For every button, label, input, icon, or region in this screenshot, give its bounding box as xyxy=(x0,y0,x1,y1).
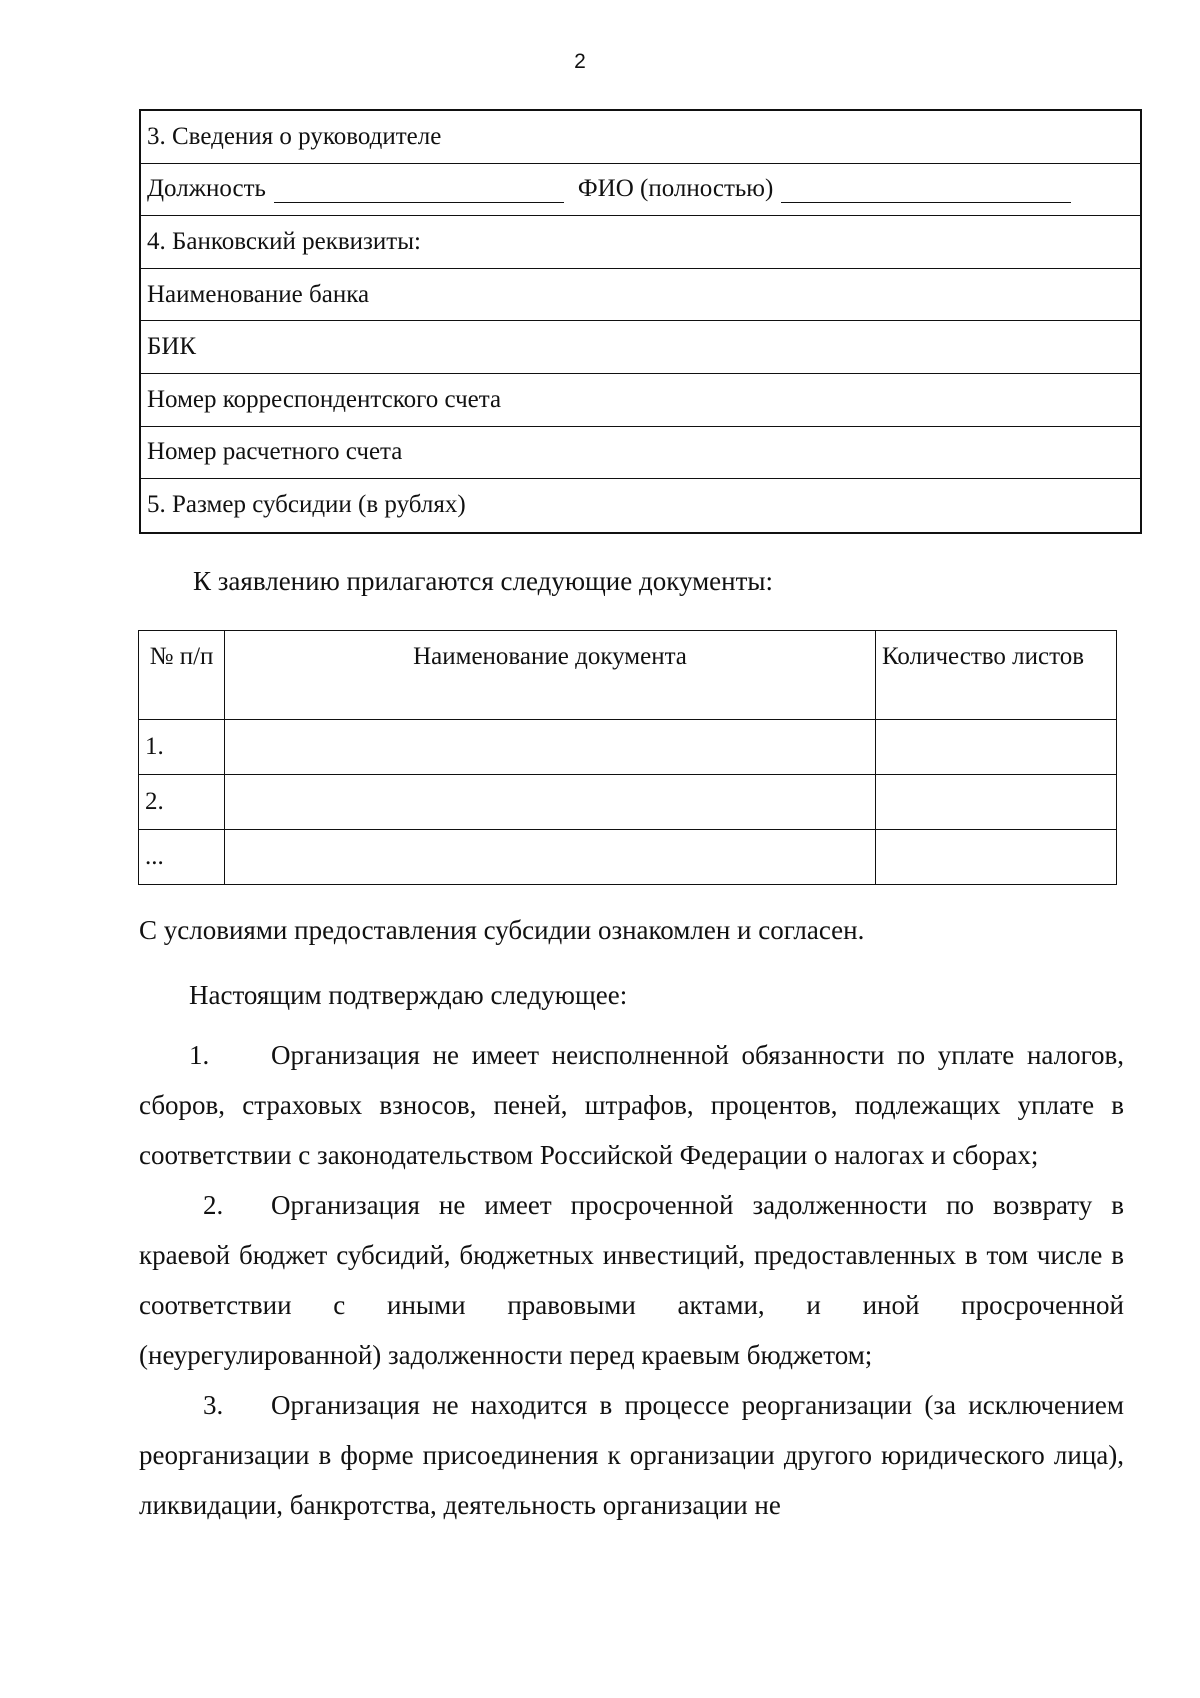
documents-table xyxy=(138,630,1117,885)
bank-name-row[interactable] xyxy=(141,269,1140,322)
sheets-count-cell[interactable] xyxy=(876,720,1117,775)
position-label: Должность xyxy=(147,175,266,203)
confirmation-list xyxy=(139,1030,1124,1530)
head-info-label: 3. Сведения о руководителе xyxy=(147,122,442,150)
subsidy-amount-row[interactable] xyxy=(141,479,1140,532)
confirmation-item xyxy=(139,1380,1124,1530)
row-number: ... xyxy=(139,830,225,885)
fio-label: ФИО (полностью) xyxy=(577,175,774,203)
confirmation-item xyxy=(139,1180,1124,1380)
document-name-cell[interactable] xyxy=(225,720,876,775)
settlement-account-row[interactable] xyxy=(141,427,1140,480)
item-text: Организация не находится в процессе реорганизации (за исключением реорганизации в форме присоединения к организации другого юридического лица), ликвидации, банкротства, деятельность организации не xyxy=(139,1390,1124,1520)
bank-name-label: Наименование банка xyxy=(147,280,370,308)
documents-table-header xyxy=(139,631,1117,720)
position-field[interactable] xyxy=(274,176,564,203)
document-name-cell[interactable] xyxy=(225,830,876,885)
agreement-statement: С условиями предоставления субсидии ознакомлен и согласен. xyxy=(139,915,865,945)
applicant-details-table xyxy=(139,109,1142,534)
table-row xyxy=(139,720,1117,775)
settlement-account-label: Номер расчетного счета xyxy=(147,438,403,466)
corr-account-row[interactable] xyxy=(141,374,1140,427)
item-number: 2. xyxy=(203,1190,224,1220)
sheets-count-cell[interactable] xyxy=(876,830,1117,885)
bik-row[interactable] xyxy=(141,321,1140,374)
row-number: 2. xyxy=(139,775,225,830)
col-sheets-header: Количество листов xyxy=(876,631,1117,720)
attachments-intro: К заявлению прилагаются следующие документы: xyxy=(193,566,774,596)
item-text: Организация не имеет просроченной задолженности по возврату в краевой бюджет субсидий, бюджетных инвестиций, предоставленных в том числе в соответствии с иными правовыми актами, и иной просроченной (неурегулированной) задолженности перед краевым бюджетом; xyxy=(139,1190,1124,1370)
sheets-count-cell[interactable] xyxy=(876,775,1117,830)
item-number: 1. xyxy=(189,1040,210,1070)
bank-details-label: 4. Банковский реквизиты: xyxy=(147,227,421,255)
head-position-row xyxy=(141,164,1140,217)
fio-field[interactable] xyxy=(781,176,1071,203)
confirmation-item xyxy=(139,1030,1124,1180)
col-num-header: № п/п xyxy=(139,631,225,720)
bank-details-row xyxy=(141,216,1140,269)
table-row xyxy=(139,830,1117,885)
confirmation-intro: Настоящим подтверждаю следующее: xyxy=(189,980,628,1010)
table-row xyxy=(139,775,1117,830)
page-number: 2 xyxy=(574,50,586,73)
item-text: Организация не имеет неисполненной обязанности по уплате налогов, сборов, страховых взносов, пеней, штрафов, процентов, подлежащих уплате в соответствии с законодательством Российской Федерации о налогах и сборах; xyxy=(139,1040,1124,1170)
row-number: 1. xyxy=(139,720,225,775)
document-name-cell[interactable] xyxy=(225,775,876,830)
corr-account-label: Номер корреспондентского счета xyxy=(147,385,502,413)
subsidy-amount-label: 5. Размер субсидии (в рублях) xyxy=(147,491,466,519)
item-number: 3. xyxy=(203,1390,224,1420)
head-info-row xyxy=(141,111,1140,164)
bik-label: БИК xyxy=(147,333,197,361)
col-name-header: Наименование документа xyxy=(225,631,876,720)
